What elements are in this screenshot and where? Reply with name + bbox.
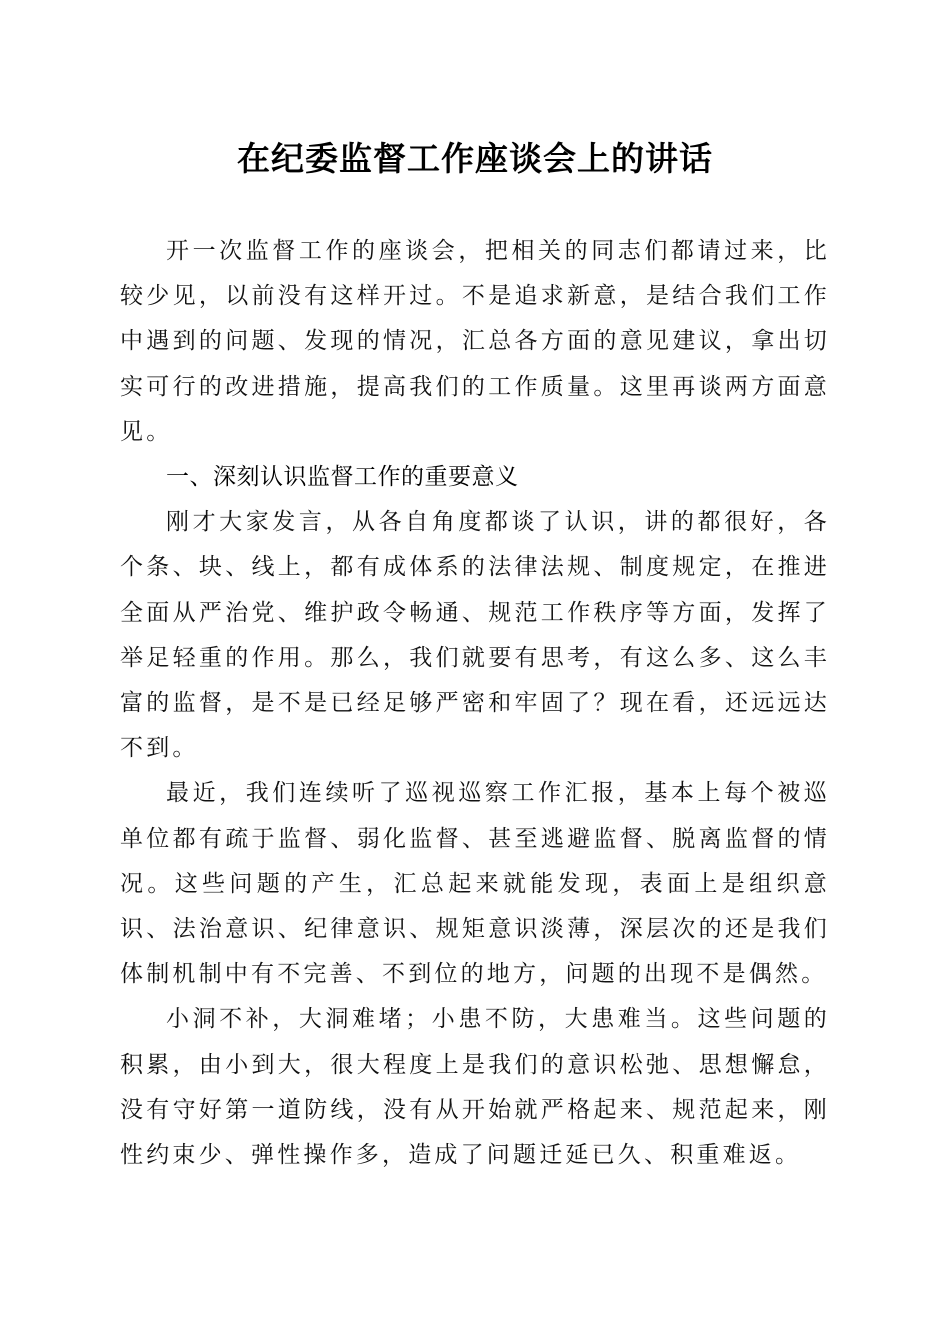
paragraph: 刚才大家发言，从各自角度都谈了认识，讲的都很好，各个条、块、线上，都有成体系的法律法规、制度规定，在推进全面从严治党、维护政令畅通、规范工作秩序等方面，发挥了举足轻重的作用。那么，我们就要有思考，有这么多、这么丰富的监督，是不是已经足够严密和牢固了？现在看，还远远达不到。 <box>120 509 830 762</box>
document-title: 在纪委监督工作座谈会上的讲话 <box>237 139 713 178</box>
section-heading: 一、深刻认识监督工作的重要意义 <box>166 464 519 491</box>
paragraph: 小洞不补，大洞难堵；小患不防，大患难当。这些问题的积累，由小到大，很大程度上是我们的意识松弛、思想懈怠，没有守好第一道防线，没有从开始就严格起来、规范起来，刚性约束少、弹性操作多，造成了问题迁延已久、积重难返。 <box>120 1006 830 1169</box>
paragraph: 最近，我们连续听了巡视巡察工作汇报，基本上每个被巡单位都有疏于监督、弱化监督、甚至逃避监督、脱离监督的情况。这些问题的产生，汇总起来就能发现，表面上是组织意识、法治意识、纪律意识、规矩意识淡薄，深层次的还是我们体制机制中有不完善、不到位的地方，问题的出现不是偶然。 <box>120 780 830 988</box>
document-body <box>120 229 830 1178</box>
paragraph-intro: 开一次监督工作的座谈会，把相关的同志们都请过来，比较少见，以前没有这样开过。不是追求新意，是结合我们工作中遇到的问题、发现的情况，汇总各方面的意见建议，拿出切实可行的改进措施，提高我们的工作质量。这里再谈两方面意见。 <box>120 238 830 445</box>
